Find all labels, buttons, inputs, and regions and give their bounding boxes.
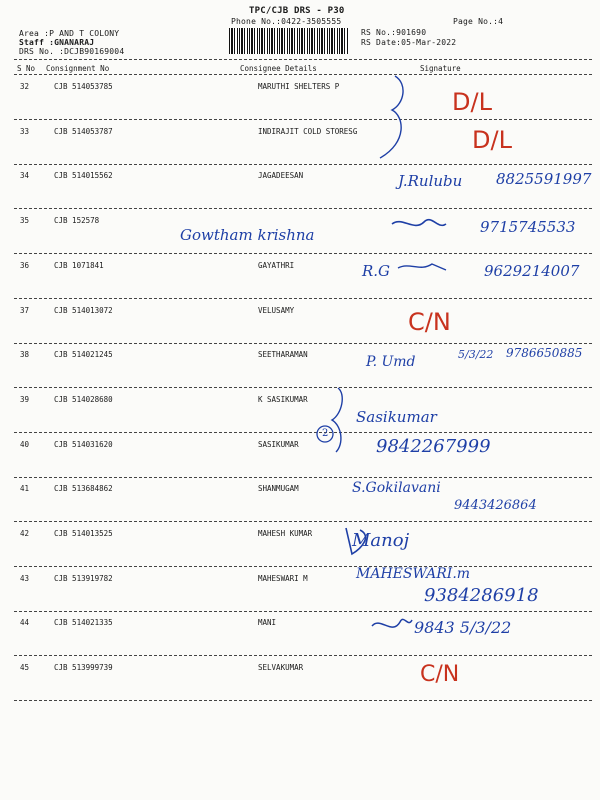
row-consignment-number: CJB 514021245	[54, 350, 113, 360]
row-consignment-number: CJB 514031620	[54, 439, 113, 449]
handwritten-phone-43: 9384286918	[424, 585, 539, 606]
col-signature-header: Signature	[420, 64, 461, 73]
row-consignment-number: CJB 514053787	[54, 126, 113, 136]
handwritten-phone-34: 8825591997	[496, 170, 592, 188]
handwritten-signature-36: R.G	[362, 262, 391, 280]
row-sno: 36	[20, 260, 30, 270]
handwritten-dl-33: D/L	[472, 126, 512, 154]
handwritten-signature-43: MAHESWARI.m	[356, 566, 471, 582]
brace-stroke-39-40	[332, 388, 342, 452]
row-sno: 37	[20, 305, 30, 315]
handwritten-phone-41: 9443426864	[454, 498, 537, 513]
row-consignee-name: SELVAKUMAR	[258, 663, 304, 673]
row-sno: 42	[20, 529, 30, 538]
row-consignment-number: CJB 514015562	[54, 171, 113, 181]
row-sno: 45	[20, 663, 30, 673]
handwritten-cn-45: C/N	[420, 662, 460, 687]
staff-label: Staff :GNANARAJ	[19, 38, 95, 47]
scribble-36	[398, 264, 446, 270]
row-sno: 43	[20, 573, 30, 583]
row-sno: 32	[20, 82, 30, 91]
scribble-42	[346, 528, 365, 554]
row-consignment-number: CJB 514028680	[54, 394, 113, 404]
row-consignment-number: CJB 513999739	[54, 663, 113, 673]
row-sno: 35	[20, 216, 30, 226]
handwritten-signature-41: S.Gokilavani	[352, 480, 441, 496]
scribble-35	[392, 220, 446, 226]
row-consignee-name: MANI	[258, 618, 277, 628]
row-consignment-number: CJB 1071841	[54, 260, 104, 270]
scribble-44	[372, 619, 412, 627]
row-consignment-number: CJB 514013072	[54, 305, 113, 315]
col-consignee-header: Consignee Details	[240, 64, 317, 73]
row-consignment-number: CJB 513919782	[54, 573, 113, 583]
area-label: Area :P AND T COLONY	[19, 29, 120, 38]
handwritten-phone-36: 9629214007	[484, 262, 580, 280]
rs-number: RS No.:901690	[361, 28, 427, 37]
row-consignment-number: CJB 514053785	[54, 82, 113, 91]
circle-mark-40	[317, 426, 333, 442]
handwritten-signature-39: Sasikumar	[356, 408, 437, 426]
handwritten-signature-42: Manoj	[352, 530, 410, 551]
row-consignment-number: CJB 513684862	[54, 484, 113, 494]
handwritten-dl-32: D/L	[452, 88, 492, 116]
row-consignee-name: K SASIKUMAR	[258, 394, 308, 404]
row-consignment-number: CJB 514021335	[54, 618, 113, 628]
drs-number: DRS No. :DCJB90169004	[19, 47, 125, 56]
handwritten-signature-34: J.Rulubu	[398, 172, 463, 190]
row-consignee-name: VELUSAMY	[258, 305, 295, 315]
handwritten-phone-39: 9842267999	[376, 436, 491, 457]
row-sno: 33	[20, 126, 30, 136]
rs-date: RS Date:05-Mar-2022	[361, 38, 457, 47]
row-consignment-number: CJB 514013525	[54, 529, 113, 538]
handwritten-cn-37: C/N	[408, 308, 451, 336]
handwritten-name-35: Gowtham krishna	[180, 226, 315, 244]
row-sno: 39	[20, 394, 30, 404]
row-sno: 40	[20, 439, 30, 449]
row-consignee-name: SEETHARAMAN	[258, 350, 308, 360]
phone-number: Phone No.:0422-3505555	[231, 17, 342, 26]
handwritten-date-38: 5/3/22	[458, 348, 494, 361]
row-consignee-name: SHANMUGAM	[258, 484, 299, 494]
row-consignee-name: INDIRAJIT COLD STORESG	[258, 126, 358, 136]
row-consignee-name: MARUTHI SHELTERS P	[258, 82, 340, 91]
handwritten-signature-38: P. Umd	[366, 354, 416, 370]
row-sno: 38	[20, 350, 30, 360]
row-consignee-name: MAHESWARI M	[258, 573, 308, 583]
col-sno-header: S No	[17, 64, 36, 73]
row-sno: 34	[20, 171, 30, 181]
row-consignee-name: MAHESH KUMAR	[258, 529, 313, 538]
circled-two-mark: 2	[322, 428, 329, 439]
row-consignment-number: CJB 152578	[54, 216, 100, 226]
page-number: Page No.:4	[453, 17, 504, 26]
handwritten-text-44: 9843 5/3/22	[414, 618, 512, 637]
row-consignee-name: JAGADEESAN	[258, 171, 304, 181]
document-title: TPC/CJB DRS - P30	[249, 6, 345, 16]
row-sno: 44	[20, 618, 30, 628]
col-consignment-header: Consignment No	[46, 64, 110, 73]
row-sno: 41	[20, 484, 30, 494]
row-consignee-name: SASIKUMAR	[258, 439, 299, 449]
bracket-stroke-32-33	[380, 76, 403, 158]
handwritten-phone-38: 9786650885	[506, 346, 583, 360]
row-consignee-name: GAYATHRI	[258, 260, 295, 270]
handwritten-phone-35: 9715745533	[480, 218, 576, 236]
